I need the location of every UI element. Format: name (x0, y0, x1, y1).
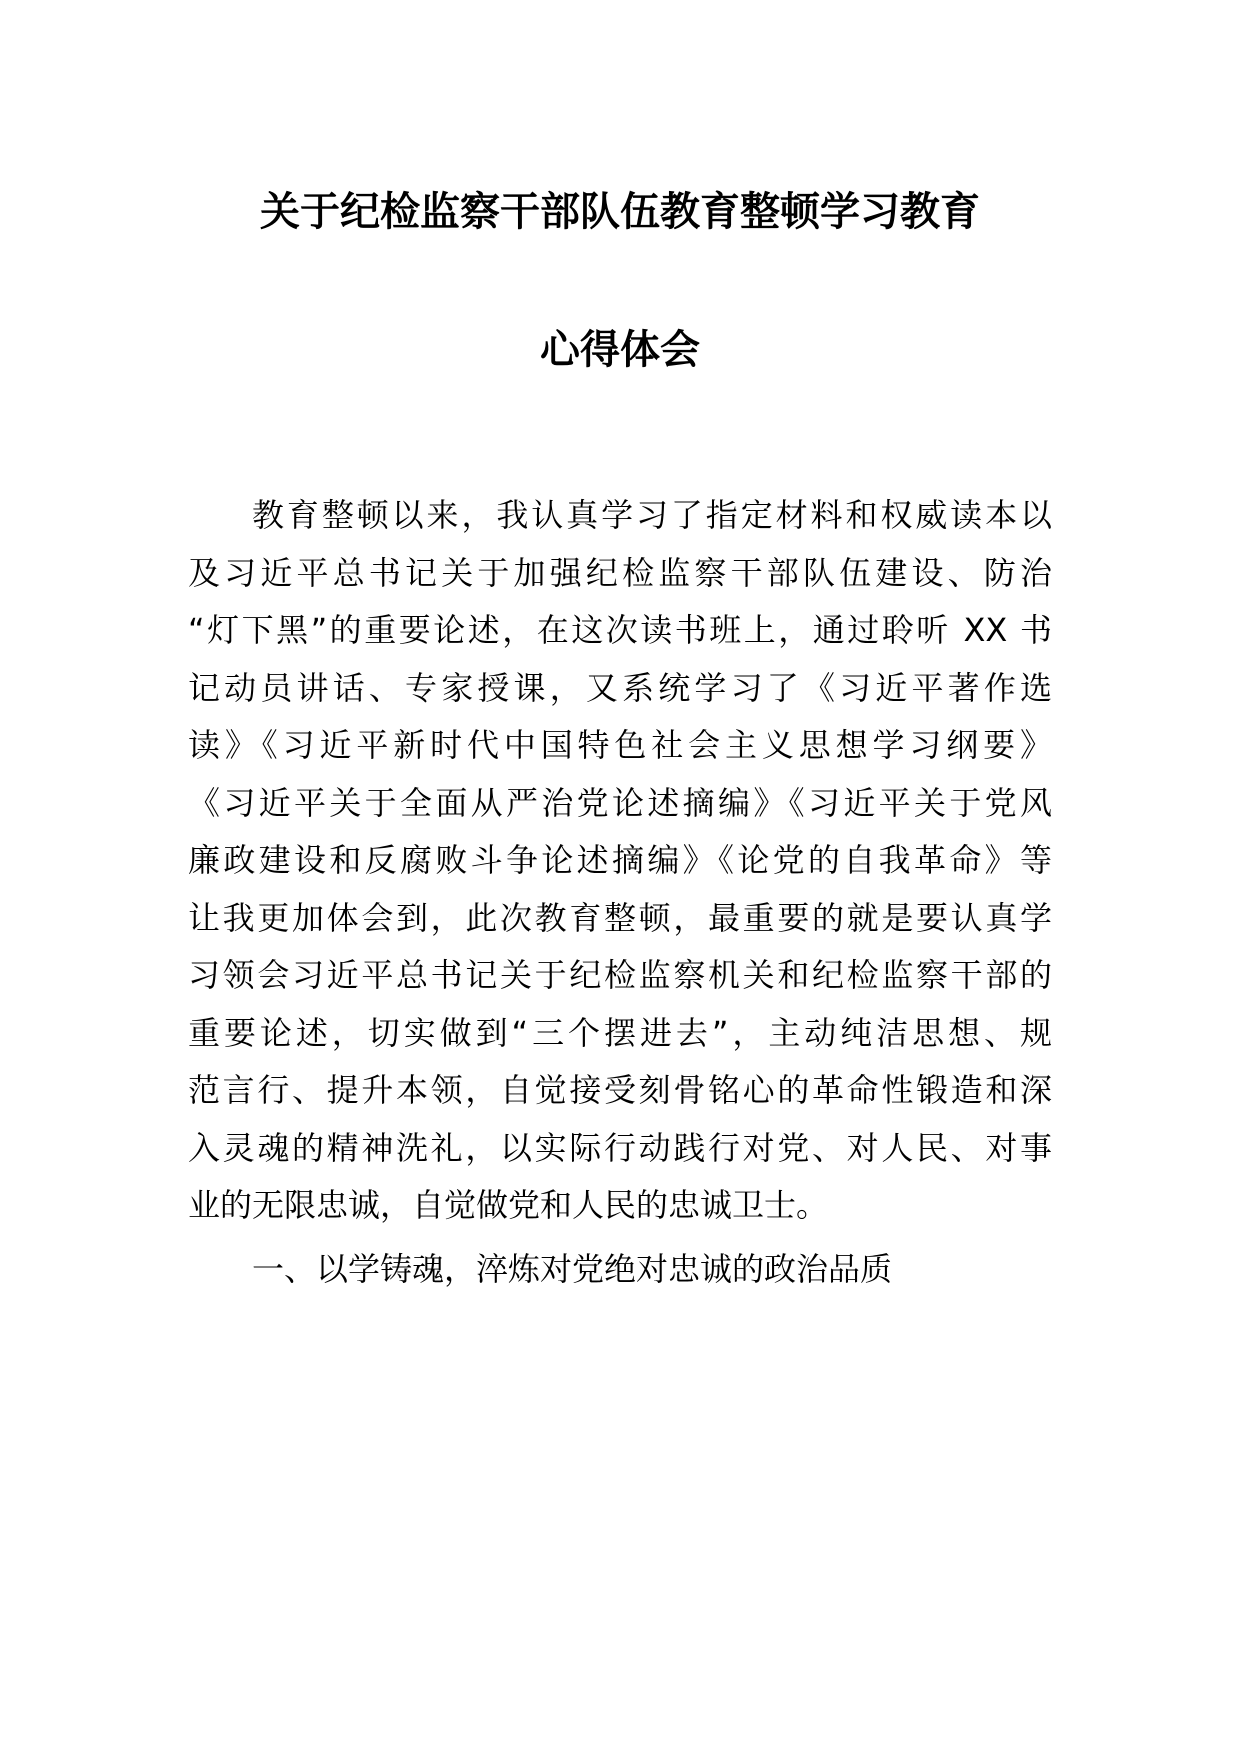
intro-paragraph (188, 490, 1052, 1238)
paragraph-line: 范言行、提升本领，自觉接受刻骨铭心的革命性锻造和深 (188, 1071, 1052, 1109)
paragraph-line: 教育整顿以来，我认真学习了指定材料和权威读本以 (252, 496, 1052, 534)
paragraph-line: 业的无限忠诚，自觉做党和人民的忠诚卫士。 (188, 1186, 829, 1224)
paragraph-line: “灯下黑”的重要论述，在这次读书班上，通过聆听 XX 书 (188, 611, 1052, 649)
paragraph-line: 读》《习近平新时代中国特色社会主义思想学习纲要》 (188, 726, 1052, 764)
paragraph-line: 入灵魂的精神洗礼，以实际行动践行对党、对人民、对事 (188, 1128, 1052, 1167)
paragraph-line: 《习近平关于全面从严治党论述摘编》《习近平关于党风 (188, 783, 1052, 822)
document-title-line-1: 关于纪检监察干部队伍教育整顿学习教育 (260, 189, 980, 235)
paragraph-line: 及习近平总书记关于加强纪检监察干部队伍建设、防治 (188, 553, 1052, 592)
paragraph-line: 让我更加体会到，此次教育整顿，最重要的就是要认真学 (188, 898, 1052, 937)
paragraph-line: 廉政建设和反腐败斗争论述摘编》《论党的自我革命》等 (188, 841, 1052, 879)
section-heading: 一、以学铸魂，淬炼对党绝对忠诚的政治品质 (252, 1250, 893, 1288)
paragraph-line: 习领会习近平总书记关于纪检监察机关和纪检监察干部的 (188, 956, 1052, 994)
paragraph-line: 记动员讲话、专家授课，又系统学习了《习近平著作选 (188, 668, 1052, 707)
document-title-line-2: 心得体会 (540, 327, 700, 373)
paragraph-line: 重要论述，切实做到“三个摆进去”，主动纯洁思想、规 (188, 1013, 1052, 1052)
